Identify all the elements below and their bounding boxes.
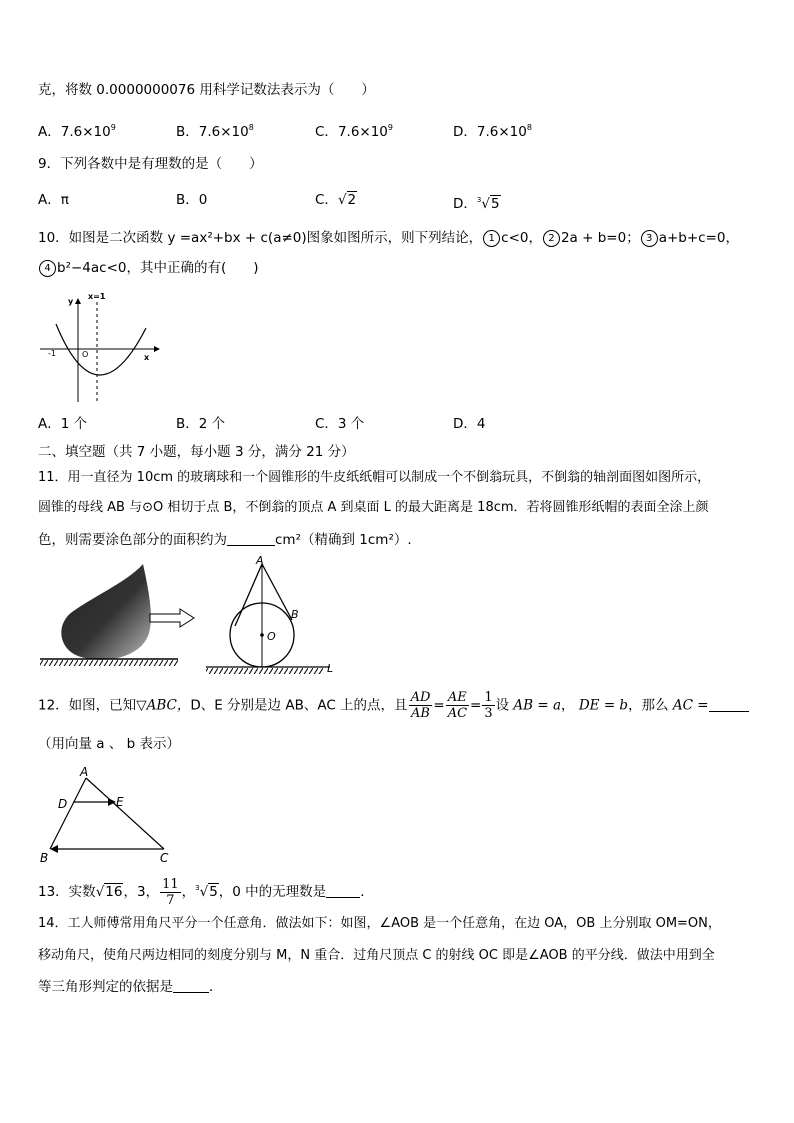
- q13-stem: 13．实数√16，3， $\frac{11}{7}$ ，$^3$√5，0 中的无理数是 ．: [38, 876, 374, 908]
- q14-answer-blank[interactable]: [173, 992, 209, 993]
- table-hatch: [206, 668, 324, 674]
- y-label: y: [68, 297, 74, 306]
- x-label: x: [144, 353, 150, 362]
- symmetry-label: x=1: [88, 292, 106, 301]
- q8-stem: 克，将数 0.0000000076 用科学记数法表示为（ ）: [38, 82, 375, 98]
- q11-line1: 11．用一直径为 10cm 的玻璃球和一个圆锥形的牛皮纸纸帽可以制成一个不倒翁玩具，不倒翁的轴剖面图如图所示，: [38, 470, 711, 485]
- x-axis-arrow: [154, 346, 160, 352]
- side-ac: [86, 778, 164, 849]
- q12-stem: 12．如图，已知▽ABC，D、E 分别是边 AB、AC 上的点，且 $\frac{AD}{AB}$ = $\frac{AE}{AC}$ = $\frac{1}{3}$ 设 AB = a， DE = b，那么 AC =: [38, 690, 749, 721]
- q14-line3: 等三角形判定的依据是 ．: [38, 979, 223, 995]
- q8-option-b[interactable]: B．$7.6\times 10^8$: [176, 123, 254, 140]
- origin-label: O: [82, 350, 89, 359]
- label-c: C: [160, 851, 169, 864]
- q10-option-c[interactable]: C．3 个: [315, 416, 365, 432]
- section-heading: 二、填空题（共 7 小题，每小题 3 分，满分 21 分）: [38, 444, 355, 460]
- table-hatch-photo: [40, 660, 178, 666]
- q8-option-a[interactable]: A．$7.6\times 10^9$: [38, 123, 116, 140]
- label-b: B: [40, 851, 49, 864]
- fraction-one-third: $\frac{1}{3}$: [484, 690, 493, 721]
- label-l: L: [327, 662, 334, 674]
- q8-option-c[interactable]: C．$7.6\times 10^9$: [315, 123, 393, 140]
- q11-figure: [38, 556, 338, 674]
- fraction-ae-ac: $\frac{AE}{AC}$: [447, 690, 468, 721]
- q11-answer-blank[interactable]: [227, 545, 275, 546]
- label-a: A: [80, 765, 89, 779]
- q14-line1: 14．工人师傅常用角尺平分一个任意角．做法如下：如图，∠AOB 是一个任意角，在边 OA，OB 上分别取 OM=ON，: [38, 916, 721, 931]
- q8-option-d[interactable]: D．$7.6\times 10^8$: [453, 123, 532, 140]
- q9-option-c[interactable]: C．√2: [315, 192, 357, 208]
- parabola-curve: [56, 324, 146, 375]
- q11-line2: 圆锥的母线 AB 与⊙O 相切于点 B，不倒翁的顶点 A 到桌面 L 的最大距离是 18cm．若将圆锥形纸帽的表面全涂上颜: [38, 500, 709, 515]
- q11-line3: 色，则需要涂色部分的面积约为 cm²（精确到 1cm²）.: [38, 532, 412, 548]
- q12-answer-blank[interactable]: [709, 711, 749, 712]
- q9-option-a[interactable]: A．π: [38, 192, 69, 208]
- center-point: [260, 633, 264, 637]
- q14-line2: 移动角尺，使角尺两边相同的刻度分别与 M，N 重合．过角尺顶点 C 的射线 OC 即是∠AOB 的平分线．做法中用到全: [38, 948, 715, 963]
- minus-one-label: -1: [48, 349, 56, 358]
- y-axis-arrow: [75, 298, 81, 304]
- label-a: A: [256, 556, 264, 567]
- q9-option-d[interactable]: D．$^3$√5: [453, 196, 500, 212]
- q9-option-b[interactable]: B．0: [176, 192, 208, 208]
- q12-line2: （用向量 a 、 b 表示）: [38, 736, 181, 752]
- label-d: D: [58, 797, 68, 811]
- q10-option-d[interactable]: D．4: [453, 416, 486, 432]
- label-e: E: [116, 795, 124, 809]
- label-b: B: [291, 608, 299, 621]
- q9-stem: 9．下列各数中是有理数的是（ ）: [38, 156, 263, 172]
- q10-parabola-graph: [36, 290, 162, 406]
- q10-option-b[interactable]: B．2 个: [176, 416, 226, 432]
- fraction-ad-ab: $\frac{AD}{AB}$: [410, 690, 431, 721]
- q12-triangle-figure: [36, 764, 176, 864]
- fraction-eleven-sevenths: $\frac{11}{7}$: [162, 876, 179, 908]
- q10-stem-line2: 4 b²−4ac<0，其中正确的有( ): [38, 258, 259, 278]
- q10-option-a[interactable]: A．1 个: [38, 416, 88, 432]
- q10-stem: 10．如图是二次函数 y =ax²+bx + c(a≠0)图象如图所示，则下列结论， 1 c<0， 2 2a + b=0； 3 a+b+c=0，: [38, 230, 739, 246]
- side-ab: [50, 778, 86, 849]
- q13-answer-blank[interactable]: [326, 897, 360, 898]
- label-o: O: [267, 630, 276, 643]
